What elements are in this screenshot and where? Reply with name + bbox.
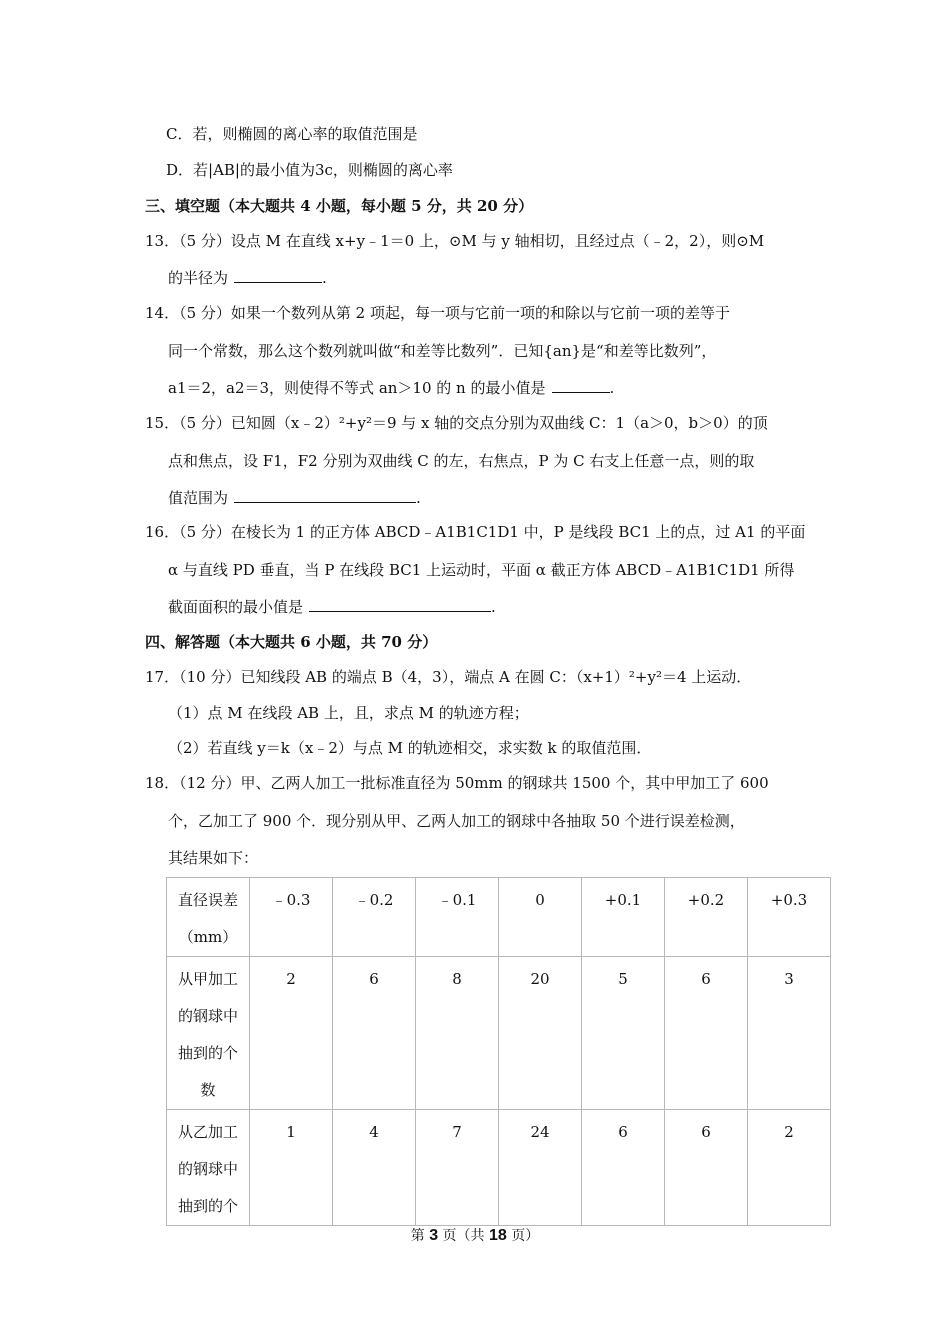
row-label-line: 抽到的个 xyxy=(177,1044,238,1062)
question-15-line-3 xyxy=(168,488,421,508)
total-pages: 18 xyxy=(489,1227,507,1244)
answer-blank[interactable] xyxy=(309,597,491,612)
table-cell: 2 xyxy=(748,1110,831,1226)
table-cell: 3 xyxy=(748,957,831,1110)
header-cell: ﹣0.2 xyxy=(333,878,416,957)
header-cell: +0.2 xyxy=(665,878,748,957)
table-cell: 20 xyxy=(499,957,582,1110)
table-row-a xyxy=(167,957,831,1110)
page-footer xyxy=(0,1226,950,1246)
question-17-part-1: （1）点 M 在线段 AB 上，且，求点 M 的轨迹方程； xyxy=(168,704,529,722)
row-b-label-cell xyxy=(167,1110,250,1226)
period: . xyxy=(322,269,327,287)
option-c: C．若，则椭圆的离心率的取值范围是 xyxy=(166,125,418,143)
question-18-line-3: 其结果如下： xyxy=(168,849,259,867)
table-cell: 7 xyxy=(416,1110,499,1226)
question-14-line-3 xyxy=(168,378,614,398)
row-label-line: 的钢球中 xyxy=(177,1160,238,1178)
row-label-line: 从甲加工 xyxy=(177,970,238,988)
question-16-line-2: α 与直线 PD 垂直，当 P 在线段 BC1 上运动时，平面 α 截正方体 ABCD﹣A1B1C1D1 所得 xyxy=(168,561,795,579)
header-label-cell xyxy=(167,878,250,957)
table-cell: 24 xyxy=(499,1110,582,1226)
question-13-line-2 xyxy=(168,268,327,288)
table-cell: 8 xyxy=(416,957,499,1110)
table-cell: 6 xyxy=(333,957,416,1110)
header-cell: +0.3 xyxy=(748,878,831,957)
table-cell: 1 xyxy=(250,1110,333,1226)
question-14-text: a1＝2，a2＝3，则使得不等式 an＞10 的 n 的最小值是 xyxy=(168,379,546,397)
row-label-line: 的钢球中 xyxy=(177,1007,238,1025)
header-cell: ﹣0.3 xyxy=(250,878,333,957)
period: . xyxy=(609,379,615,397)
question-18-line-2: 个，乙加工了 900 个．现分别从甲、乙两人加工的钢球中各抽取 50 个进行误差检测， xyxy=(168,812,745,830)
table-cell: 4 xyxy=(333,1110,416,1226)
question-15-text: 值范围为 xyxy=(168,489,229,507)
answer-blank[interactable] xyxy=(552,378,610,393)
error-table xyxy=(166,877,831,1226)
header-label-line: 直径误差 xyxy=(177,891,238,909)
question-16-line-1: 16．（5 分）在棱长为 1 的正方体 ABCD﹣A1B1C1D1 中，P 是线段 BC1 上的点，过 A1 的平面 xyxy=(145,523,806,541)
header-label-line: （mm） xyxy=(178,928,238,946)
page-number: 3 xyxy=(429,1227,439,1244)
table-row-b xyxy=(167,1110,831,1226)
table-cell: 6 xyxy=(665,1110,748,1226)
answer-blank[interactable] xyxy=(234,488,416,503)
row-a-label-cell xyxy=(167,957,250,1110)
question-18-line-1: 18．（12 分）甲、乙两人加工一批标准直径为 50mm 的钢球共 1500 个，其中甲加工了 600 xyxy=(145,774,769,792)
table-cell: 2 xyxy=(250,957,333,1110)
period: . xyxy=(491,598,496,616)
question-15-line-2: 点和焦点，设 F1，F2 分别为双曲线 C 的左，右焦点，P 为 C 右支上任意一点，则的取 xyxy=(168,452,755,470)
section-answer-title: 四、解答题（本大题共 6 小题，共 70 分） xyxy=(145,633,438,651)
question-15-line-1: 15．（5 分）已知圆（x﹣2）²+y²＝9 与 x 轴的交点分别为双曲线 C：1（a＞0，b＞0）的顶 xyxy=(145,414,768,432)
question-13-line-1: 13．（5 分）设点 M 在直线 x+y﹣1＝0 上，⊙M 与 y 轴相切，且经过点（﹣2，2），则⊙M xyxy=(145,232,765,250)
header-cell: ﹣0.1 xyxy=(416,878,499,957)
question-17-line-1: 17．（10 分）已知线段 AB 的端点 B（4，3），端点 A 在圆 C：（x+1）²+y²＝4 上运动． xyxy=(145,668,752,686)
section-fill-in-title: 三、填空题（本大题共 4 小题，每小题 5 分，共 20 分） xyxy=(145,197,534,215)
table-cell: 6 xyxy=(582,1110,665,1226)
header-cell: 0 xyxy=(499,878,582,957)
question-17-part-2: （2）若直线 y＝k（x﹣2）与点 M 的轨迹相交，求实数 k 的取值范围． xyxy=(168,739,652,757)
question-16-line-3 xyxy=(168,597,496,617)
header-cell: +0.1 xyxy=(582,878,665,957)
question-13-text: 的半径为 xyxy=(168,269,229,287)
row-label-line: 从乙加工 xyxy=(177,1123,238,1141)
option-d: D．若|AB|的最小值为3c，则椭圆的离心率 xyxy=(166,161,453,179)
answer-blank[interactable] xyxy=(234,268,322,283)
period: . xyxy=(416,489,421,507)
footer-suffix: 页） xyxy=(511,1228,540,1244)
row-label-line: 数 xyxy=(200,1081,216,1099)
table-row-header xyxy=(167,878,831,957)
question-16-text: 截面面积的最小值是 xyxy=(168,598,304,616)
table-cell: 5 xyxy=(582,957,665,1110)
question-14-line-2: 同一个常数，那么这个数列就叫做“和差等比数列”．已知{an}是“和差等比数列”， xyxy=(168,342,717,360)
row-label-line: 抽到的个 xyxy=(177,1197,238,1215)
table-cell: 6 xyxy=(665,957,748,1110)
question-14-line-1: 14．（5 分）如果一个数列从第 2 项起，每一项与它前一项的和除以与它前一项的差等于 xyxy=(145,304,730,322)
footer-middle: 页（共 xyxy=(442,1228,485,1244)
footer-prefix: 第 xyxy=(410,1228,425,1244)
